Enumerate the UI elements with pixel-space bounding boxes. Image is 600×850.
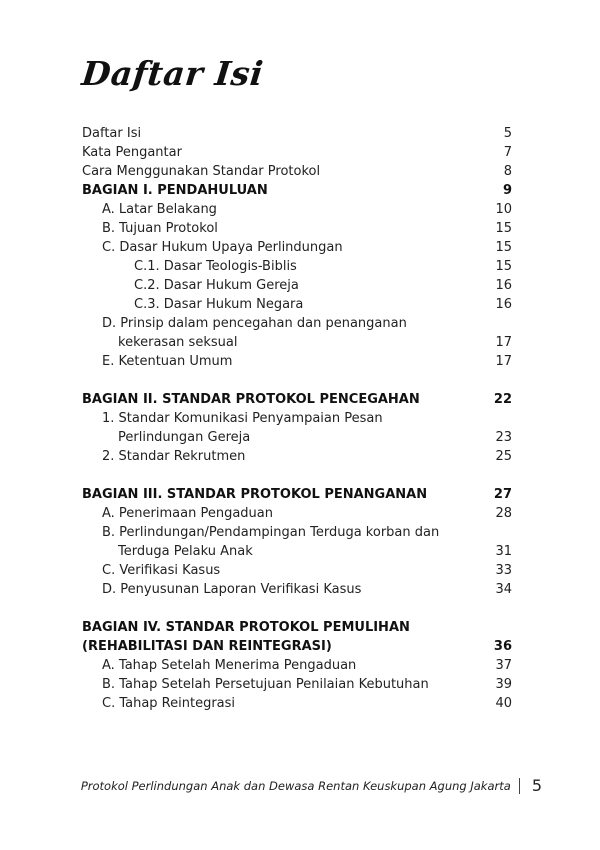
toc-entry [82,561,512,580]
toc-entry-page: 15 [495,221,512,236]
toc-entry [82,333,512,352]
toc-entry [82,352,512,371]
footer-page-number: 5 [531,776,542,795]
toc-entry-label: (REHABILITASI DAN REINTEGRASI) [82,639,332,654]
page-title: Daftar Isi [79,54,266,93]
toc-entry-page: 37 [495,658,512,673]
toc-entry-label: C. Dasar Hukum Upaya Perlindungan [102,240,343,255]
toc-entry-label: A. Tahap Setelah Menerima Pengaduan [102,658,357,673]
toc-entry [82,656,512,675]
toc-entry-label: 2. Standar Rekrutmen [102,449,246,464]
toc-entry-label: BAGIAN IV. STANDAR PROTOKOL PEMULIHAN [82,620,410,635]
table-of-contents [82,124,512,713]
toc-entry-page: 10 [495,202,512,217]
toc-entry-label: BAGIAN III. STANDAR PROTOKOL PENANGANAN [82,487,428,502]
toc-entry-page: 23 [495,430,512,445]
toc-entry [82,447,512,466]
toc-entry-label: C. Verifikasi Kasus [102,563,221,578]
toc-entry-label: Cara Menggunakan Standar Protokol [82,164,321,179]
toc-entry-label: Terduga Pelaku Anak [118,544,253,559]
toc-entry-label: E. Ketentuan Umum [102,354,233,369]
footer-text: Protokol Perlindungan Anak dan Dewasa Rentan Keuskupan Agung Jakarta [80,778,511,793]
toc-entry [82,276,512,295]
toc-entry-page: 9 [502,183,512,198]
footer-divider [519,778,520,794]
toc-entry [82,523,512,542]
toc-entry [82,580,512,599]
toc-entry [82,618,512,637]
toc-entry [82,694,512,713]
toc-entry [82,181,512,200]
toc-entry-label: B. Tahap Setelah Persetujuan Penilaian Kebutuhan [102,677,429,692]
toc-entry-page: 7 [503,145,512,160]
toc-entry-label: C.1. Dasar Teologis-Biblis [134,259,297,274]
toc-entry-page: 33 [495,563,512,578]
toc-entry [82,675,512,694]
toc-entry-label: BAGIAN I. PENDAHULUAN [82,183,268,198]
toc-entry [82,200,512,219]
toc-entry-page: 15 [495,259,512,274]
toc-entry-page: 36 [493,639,512,654]
toc-entry [82,162,512,181]
page-footer [81,776,542,795]
toc-entry [82,485,512,504]
toc-entry-page: 39 [495,677,512,692]
toc-entry [82,542,512,561]
toc-entry-label: C. Tahap Reintegrasi [102,696,236,711]
toc-entry-page: 8 [503,164,512,179]
toc-entry [82,409,512,428]
toc-entry-label: A. Latar Belakang [102,202,217,217]
toc-entry-label: Kata Pengantar [82,145,182,160]
toc-entry-page: 31 [495,544,512,559]
toc-entry-label: Perlindungan Gereja [118,430,251,445]
toc-entry [82,219,512,238]
toc-entry [82,124,512,143]
toc-entry-page: 15 [495,240,512,255]
toc-entry [82,143,512,162]
toc-entry-label: kekerasan seksual [118,335,238,350]
toc-entry-page: 16 [495,278,512,293]
toc-entry-label: B. Tujuan Protokol [102,221,218,236]
toc-entry-page: 25 [495,449,512,464]
toc-entry [82,238,512,257]
toc-entry [82,390,512,409]
toc-entry-label: C.2. Dasar Hukum Gereja [134,278,299,293]
toc-entry [82,637,512,656]
toc-entry [82,295,512,314]
toc-entry-page: 22 [493,392,512,407]
toc-entry-label: 1. Standar Komunikasi Penyampaian Pesan [102,411,383,426]
toc-entry [82,257,512,276]
toc-entry-page: 5 [503,126,512,141]
toc-entry-page: 27 [493,487,512,502]
toc-entry-page: 40 [495,696,512,711]
toc-entry-page: 34 [495,582,512,597]
toc-entry-label: B. Perlindungan/Pendampingan Terduga korban dan [102,525,440,540]
toc-entry-label: Daftar Isi [82,126,142,141]
toc-entry-label: A. Penerimaan Pengaduan [102,506,273,521]
toc-entry-label: D. Prinsip dalam pencegahan dan penanganan [102,316,407,331]
toc-entry-page: 17 [495,354,512,369]
toc-entry-page: 16 [495,297,512,312]
toc-entry-label: BAGIAN II. STANDAR PROTOKOL PENCEGAHAN [82,392,420,407]
toc-entry-page: 17 [495,335,512,350]
toc-entry [82,504,512,523]
toc-entry-page: 28 [495,506,512,521]
toc-entry [82,428,512,447]
toc-entry [82,314,512,333]
toc-entry-label: C.3. Dasar Hukum Negara [134,297,304,312]
toc-entry-label: D. Penyusunan Laporan Verifikasi Kasus [102,582,362,597]
